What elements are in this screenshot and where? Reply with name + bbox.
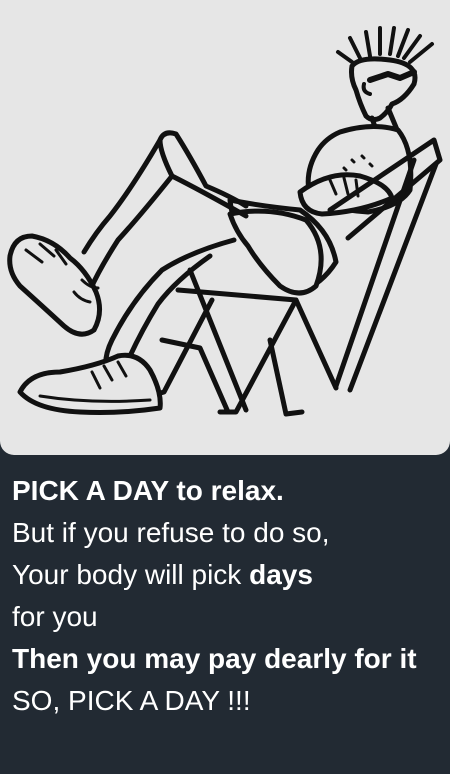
lower-leg	[106, 240, 234, 370]
caption-line-pick-a-day: PICK A DAY to relax.	[12, 475, 284, 506]
caption-line-pay-dearly: Then you may pay dearly for it	[12, 643, 417, 674]
head	[352, 59, 416, 120]
caption-line-so-pick: SO, PICK A DAY !!!	[12, 685, 251, 716]
caption-body-prefix: Your body will pick	[12, 559, 250, 590]
caption-line-body	[12, 554, 442, 596]
caption-line-for-you: for you	[12, 601, 98, 632]
hair-spikes	[338, 28, 432, 62]
caption	[12, 470, 442, 722]
bottom-shoe	[20, 355, 160, 412]
caption-days-bold: days	[249, 559, 313, 590]
caption-line-refuse: But if you refuse to do so,	[12, 517, 330, 548]
shorts	[230, 211, 321, 293]
